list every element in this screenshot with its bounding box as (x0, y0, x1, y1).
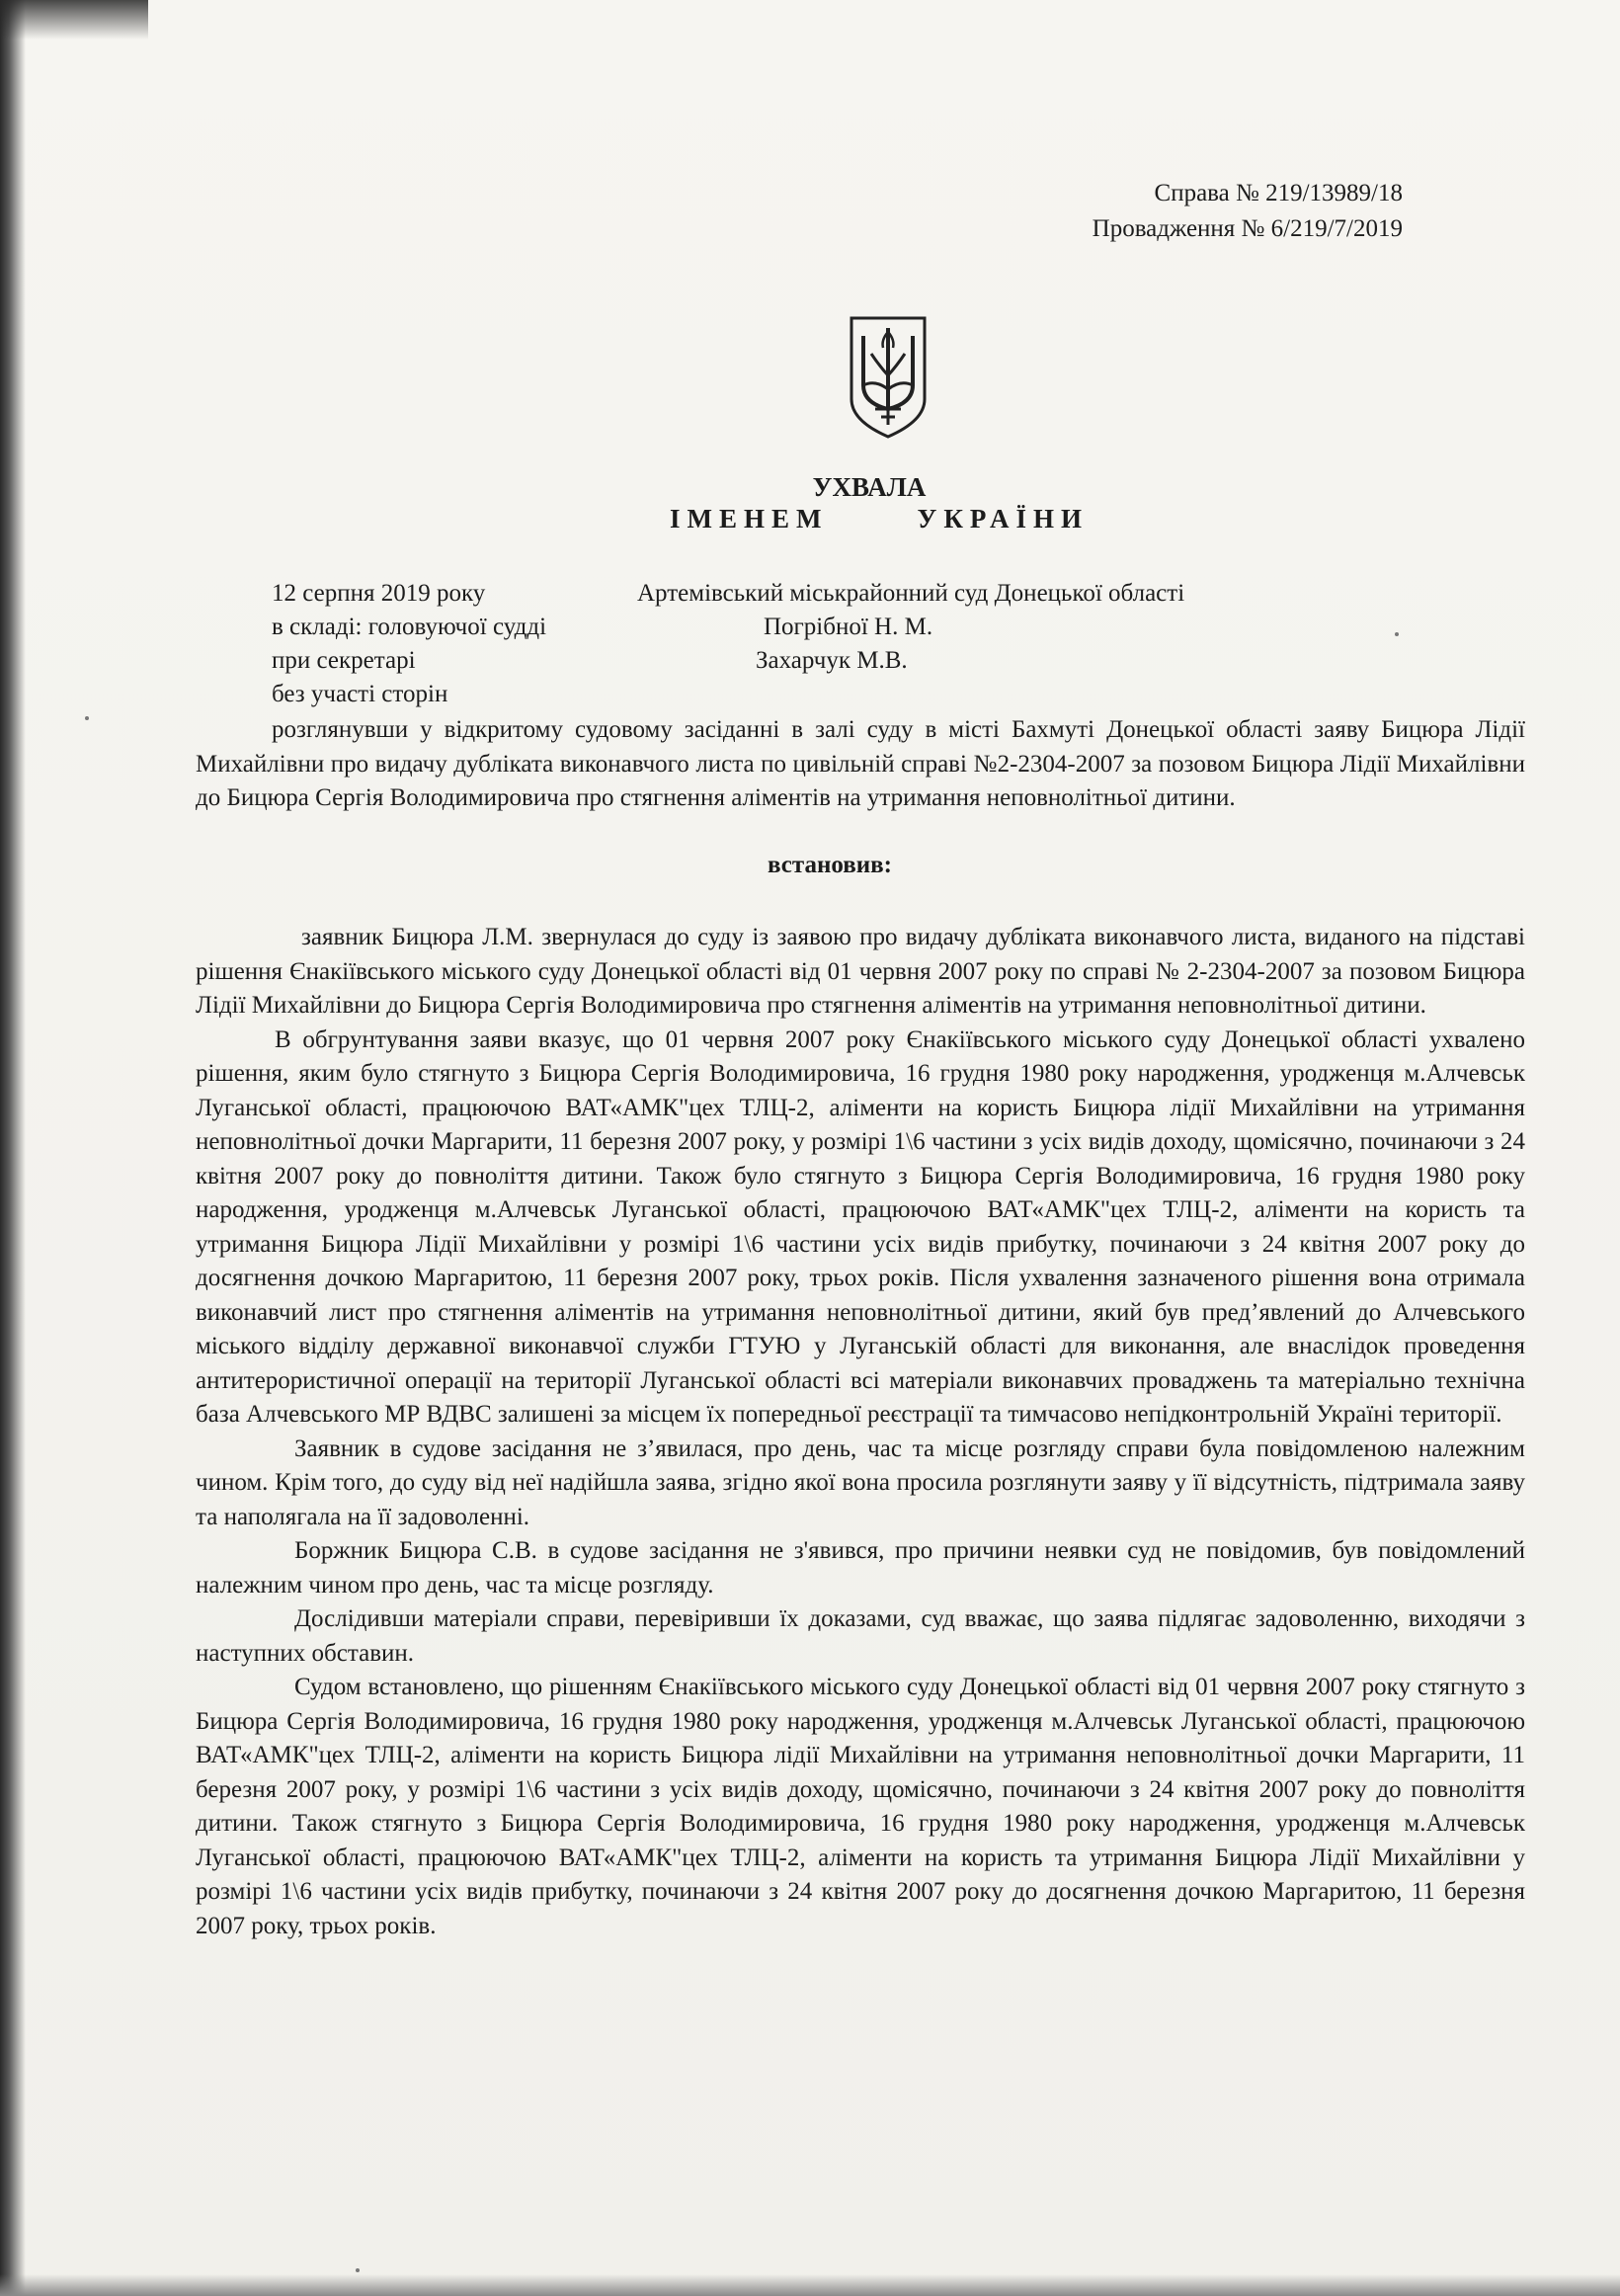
body-paragraph: В обгрунтування заяви вказує, що 01 червня 2007 року Єнакіївського міського суду Донецької області ухвалено рішення, яким було стягнуто з Бицюра Сергія Володимировича, 16 грудня 1980 року народження, уродженця м.Алчевськ Луганської області, працюючою ВАТ«АМК"цех ТЛЦ-2, аліменти на користь Бицюра лідії Михайлівни на утримання неповнолітньої дочки Маргарити, 11 березня 2007 року, у розмірі 1\6 частини з усіх видів доходу, щомісячно, починаючи з 24 квітня 2007 року до повноліття дитини. Також було стягнуто з Бицюра Сергія Володимировича, 16 грудня 1980 року народження, уродженця м.Алчевськ Луганської області, працюючою ВАТ«АМК"цех ТЛЦ-2, аліменти на користь та утримання Бицюра Лідії Михайлівни у розмірі 1\6 частини усіх видів прибутку, починаючи з 24 квітня 2007 року до досягнення дочкою Маргаритою, 11 березня 2007 року, трьох років. Після ухвалення зазначеного рішення вона отримала виконавчий лист про стягнення аліментів на утримання неповнолітньої дитини, який був пред’явлений до Алчевського міського відділу державної виконавчої служби ГТУЮ у Луганській області для виконання, але внаслідок проведення антитерористичної операції на території Луганської області всі матеріали виконавчих проваджень та матеріально технічна база Алчевського МР ВДВС залишені за місцем їх попередньої реєстрації та тимчасово непідконтрольній Україні території. (196, 1025, 1525, 1428)
intro-text: розглянувши у відкритому судовому засіданні в залі суду в місті Бахмуті Донецької області заяву Бицюра Лідії Михайлівни про видачу дубліката виконавчого листа по цивільній справі №2-2304-2007 за позовом Бицюра Лідії Михайлівни до Бицюра Сергія Володимировича про стягнення аліментів на утримання неповнолітньої дитини. (196, 716, 1525, 811)
subtitle-part-2: УКРАЇНИ (917, 504, 1089, 533)
judge-name: Погрібної Н. М. (764, 614, 933, 640)
section-heading: встановив: (767, 852, 892, 878)
scan-speck (356, 2268, 360, 2272)
judge-label: в складі: головуючої судді (272, 614, 547, 640)
body-paragraph: Дослідивши матеріали справи, перевіривши їх доказами, суд вважає, що заява підлягає задоволенню, виходячи з наступних обставин. (196, 1605, 1525, 1667)
trident-coat-of-arms-icon (846, 314, 931, 441)
hearing-details (272, 577, 1358, 711)
document-title: УХВАЛА (812, 472, 927, 502)
case-number: Справа № 219/13989/18 (1154, 180, 1403, 206)
court-name: Артемівський міськрайонний суд Донецької області (637, 580, 1185, 607)
body-paragraph: заявник Бицюра Л.М. звернулася до суду із заявою про видачу дубліката виконавчого листа, виданого на підставі рішення Єнакіївського міського суду Донецької області від 01 червня 2007 року по справі № 2-2304-2007 за позовом Бицюра Лідії Михайлівни до Бицюра Сергія Володимировича про стягнення аліментів на утримання неповнолітньої дитини. (196, 924, 1525, 1019)
scan-corner-shadow (0, 0, 148, 40)
main-body (196, 921, 1525, 1943)
intro-paragraph (196, 713, 1525, 816)
proceeding-number: Провадження № 6/219/7/2019 (1092, 215, 1403, 242)
secretary-name: Захарчук М.В. (756, 647, 908, 674)
body-paragraph: Судом встановлено, що рішенням Єнакіївського міського суду Донецької області від 01 червня 2007 року стягнуто з Бицюра Сергія Володимировича, 16 грудня 1980 року народження, уродженця м.Алчевськ Луганської області, працюючою ВАТ«АМК"цех ТЛЦ-2, аліменти на користь Бицюра лідії Михайлівни на утримання неповнолітньої дочки Маргарити, 11 березня 2007 року, у розмірі 1\6 частини з усіх видів доходу, щомісячно, починаючи з 24 квітня 2007 року до повноліття дитини. Також стягнуто з Бицюра Сергія Володимировича, 16 грудня 1980 року народження, уродженця м.Алчевськ Луганської області, працюючою ВАТ«АМК"цех ТЛЦ-2, аліменти на користь та утримання Бицюра Лідії Михайлівни у розмірі 1\6 частини усіх видів прибутку, починаючи з 24 квітня 2007 року до досягнення дочкою Маргаритою, 11 березня 2007 року, трьох років. (196, 1674, 1525, 1939)
hearing-date: 12 серпня 2019 року (272, 580, 486, 607)
body-paragraph: Заявник в судове засідання не з’явилася, про день, час та місце розгляду справи була повідомленою належним чином. Крім того, до суду від неї надійшла заява, згідно якої вона просила розглянути заяву у її відсутність, підтримала заяву та наполягала на її задоволенні. (196, 1435, 1525, 1530)
scan-bottom-shadow (0, 2274, 1620, 2296)
scan-speck (1395, 632, 1399, 636)
document-subtitle (69, 504, 1620, 534)
secretary-label: при секретарі (272, 647, 416, 674)
parties-note: без участі сторін (272, 681, 448, 707)
case-header (1093, 176, 1403, 247)
scan-speck (85, 716, 89, 720)
body-paragraph: Боржник Бицюра С.В. в судове засідання не з'явився, про причини неявки суд не повідомив, був повідомлений належним чином про день, час та місце розгляду. (196, 1537, 1525, 1599)
subtitle-part-1: ІМЕНЕМ (670, 504, 829, 533)
scan-edge-shadow (0, 0, 26, 2296)
